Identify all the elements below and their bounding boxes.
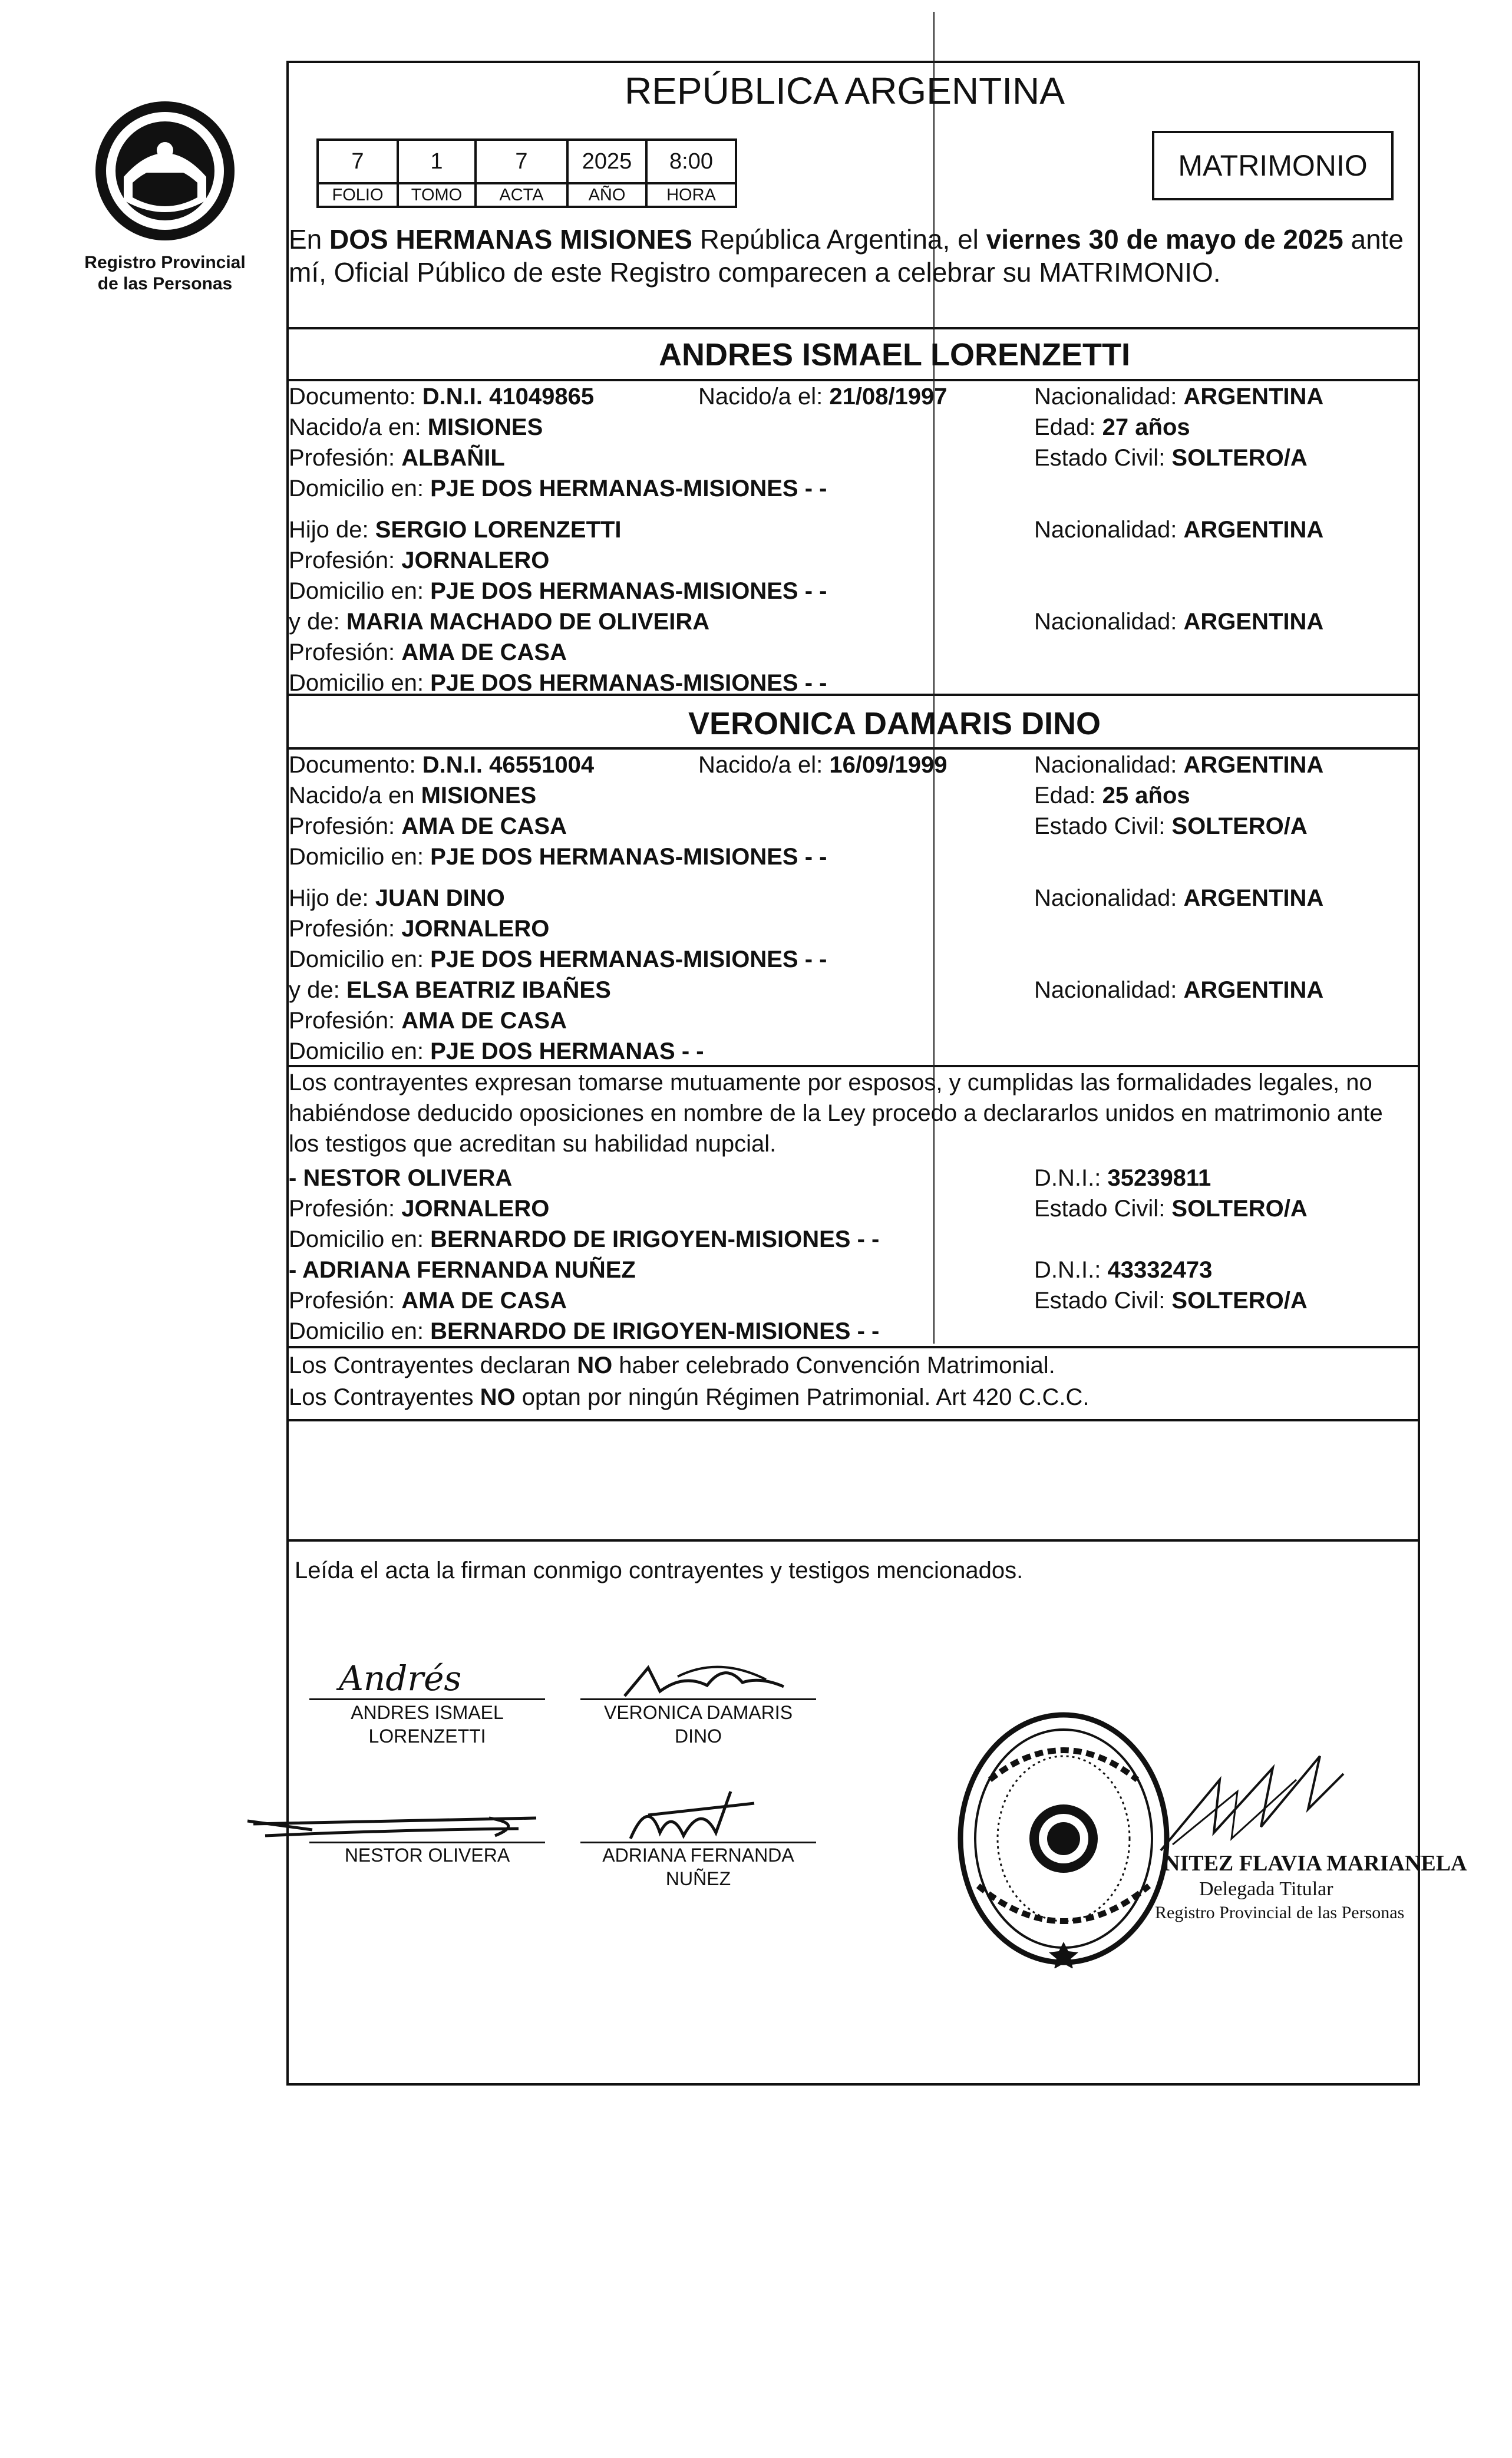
closing-text: Leída el acta la firman conmigo contrayentes y testigos mencionados. xyxy=(295,1558,1024,1583)
spouse2-father-profession: Profesión: JORNALERO xyxy=(289,916,550,942)
page-title: REPÚBLICA ARGENTINA xyxy=(625,70,1065,112)
intro-line1: En DOS HERMANAS MISIONES República Argentina, el viernes 30 de mayo de 2025 ante xyxy=(289,224,1404,255)
record-type-box: MATRIMONIO xyxy=(1152,131,1394,200)
spouse1-mother: y de: MARIA MACHADO DE OLIVEIRA xyxy=(289,609,710,635)
signature-veronica xyxy=(607,1650,795,1703)
convention-line1: Los Contrayentes declaran NO haber celebrado Convención Matrimonial. xyxy=(289,1352,1055,1378)
spouse1-age: Edad: 27 años xyxy=(1034,414,1190,440)
intro-line2: mí, Oficial Público de este Registro comparecen a celebrar su MATRIMONIO. xyxy=(289,257,1221,288)
folio-label: FOLIO xyxy=(316,182,399,208)
seal-text xyxy=(955,1709,1173,1710)
acta-label: ACTA xyxy=(474,182,569,208)
official-seal-stamp xyxy=(955,1709,1173,1968)
declaration-line1: Los contrayentes expresan tomarse mutuamente por esposos, y cumplidas las formalidades legales, no xyxy=(289,1070,1372,1096)
hora-label: HORA xyxy=(645,182,737,208)
spouse2-mother-profession: Profesión: AMA DE CASA xyxy=(289,1008,567,1034)
witness2-address: Domicilio en: BERNARDO DE IRIGOYEN-MISIONES - - xyxy=(289,1318,880,1344)
signature-adriana xyxy=(613,1786,778,1850)
spouse2-mother: y de: ELSA BEATRIZ IBAÑES xyxy=(289,977,611,1003)
misiones-coat-of-arms-icon xyxy=(88,94,242,248)
sig1-name-line1: ANDRES ISMAEL xyxy=(351,1702,504,1723)
spouse2-profession: Profesión: AMA DE CASA xyxy=(289,813,567,839)
anio-value: 2025 xyxy=(566,138,648,184)
sig1-name-line2: LORENZETTI xyxy=(368,1725,486,1747)
signature-andres: Andrés xyxy=(339,1658,462,1698)
provincial-logo-text xyxy=(88,59,242,60)
provincial-logo xyxy=(88,94,242,248)
signature-nestor xyxy=(242,1794,548,1847)
acta-value: 7 xyxy=(474,138,569,184)
hora-value: 8:00 xyxy=(645,138,737,184)
folio-value: 7 xyxy=(316,138,399,184)
official-role: Delegada Titular xyxy=(1199,1878,1333,1900)
spouse1-mother-address: Domicilio en: PJE DOS HERMANAS-MISIONES - - xyxy=(289,670,827,696)
declaration-line2: habiéndose deducido oposiciones en nombre de la Ley procedo a declararlos unidos en matrimonio ante xyxy=(289,1100,1383,1126)
tomo-value: 1 xyxy=(397,138,477,184)
sig4-name-line1: ADRIANA FERNANDA xyxy=(602,1845,794,1866)
spouse1-mother-profession: Profesión: AMA DE CASA xyxy=(289,639,567,665)
spouse1-birthdate: Nacido/a el: 21/08/1997 xyxy=(698,384,948,410)
spouse1-father-address: Domicilio en: PJE DOS HERMANAS-MISIONES - - xyxy=(289,578,827,604)
convention-line2: Los Contrayentes NO optan por ningún Régimen Patrimonial. Art 420 C.C.C. xyxy=(289,1384,1090,1410)
spouse2-birthdate: Nacido/a el: 16/09/1999 xyxy=(698,752,948,778)
official-org: Registro Provincial de las Personas xyxy=(1155,1903,1405,1922)
official-signature xyxy=(1149,1744,1349,1856)
spouse2-birthplace: Nacido/a en MISIONES xyxy=(289,783,537,809)
sig2-name-line1: VERONICA DAMARIS xyxy=(603,1702,793,1723)
sig4-name-line2: NUÑEZ xyxy=(665,1868,731,1889)
spouse2-name: VERONICA DAMARIS DINO xyxy=(688,706,1101,741)
spouse1-nationality: Nacionalidad: ARGENTINA xyxy=(1034,384,1324,410)
spouse1-mother-nationality: Nacionalidad: ARGENTINA xyxy=(1034,609,1324,635)
anio-label: AÑO xyxy=(566,182,648,208)
spouse1-civil-status: Estado Civil: SOLTERO/A xyxy=(1034,445,1308,471)
spouse2-father-nationality: Nacionalidad: ARGENTINA xyxy=(1034,885,1324,911)
declaration-line3: los testigos que acreditan su habilidad nupcial. xyxy=(289,1131,777,1157)
spouse2-address: Domicilio en: PJE DOS HERMANAS-MISIONES - - xyxy=(289,844,827,870)
witness1-dni: D.N.I.: 35239811 xyxy=(1034,1165,1211,1191)
spouse2-father: Hijo de: JUAN DINO xyxy=(289,885,505,911)
sig2-name-line2: DINO xyxy=(675,1725,722,1747)
witness2-civil-status: Estado Civil: SOLTERO/A xyxy=(1034,1288,1308,1314)
spouse2-civil-status: Estado Civil: SOLTERO/A xyxy=(1034,813,1308,839)
spouse1-father-nationality: Nacionalidad: ARGENTINA xyxy=(1034,517,1324,543)
spouse2-document: Documento: D.N.I. 46551004 xyxy=(289,752,595,778)
fold-line xyxy=(933,12,935,1344)
witness1-address: Domicilio en: BERNARDO DE IRIGOYEN-MISIONES - - xyxy=(289,1226,880,1252)
org-name-line1: Registro Provincial xyxy=(84,253,246,272)
org-name-line2: de las Personas xyxy=(97,274,233,293)
spouse2-nationality: Nacionalidad: ARGENTINA xyxy=(1034,752,1324,778)
spouse1-birthplace: Nacido/a en: MISIONES xyxy=(289,414,543,440)
spouse1-father-profession: Profesión: JORNALERO xyxy=(289,547,550,573)
spouse1-father: Hijo de: SERGIO LORENZETTI xyxy=(289,517,622,543)
sig3-name-line1: NESTOR OLIVERA xyxy=(344,1845,510,1866)
official-name: NITEZ FLAVIA MARIANELA xyxy=(1164,1851,1467,1876)
spouse2-mother-nationality: Nacionalidad: ARGENTINA xyxy=(1034,977,1324,1003)
spouse1-document: Documento: D.N.I. 41049865 xyxy=(289,384,595,410)
witness2-profession: Profesión: AMA DE CASA xyxy=(289,1288,567,1314)
tomo-label: TOMO xyxy=(397,182,477,208)
spouse2-father-address: Domicilio en: PJE DOS HERMANAS-MISIONES - - xyxy=(289,946,827,972)
witness2-name: - ADRIANA FERNANDA NUÑEZ xyxy=(289,1257,636,1283)
spouse2-mother-address: Domicilio en: PJE DOS HERMANAS - - xyxy=(289,1038,704,1064)
witness2-dni: D.N.I.: 43332473 xyxy=(1034,1257,1213,1283)
spouse2-age: Edad: 25 años xyxy=(1034,783,1190,809)
witness1-name: - NESTOR OLIVERA xyxy=(289,1165,513,1191)
witness1-profession: Profesión: JORNALERO xyxy=(289,1196,550,1222)
spouse1-name: ANDRES ISMAEL LORENZETTI xyxy=(658,337,1131,372)
spouse1-address: Domicilio en: PJE DOS HERMANAS-MISIONES - - xyxy=(289,476,827,502)
spouse1-profession: Profesión: ALBAÑIL xyxy=(289,445,505,471)
witness1-civil-status: Estado Civil: SOLTERO/A xyxy=(1034,1196,1308,1222)
